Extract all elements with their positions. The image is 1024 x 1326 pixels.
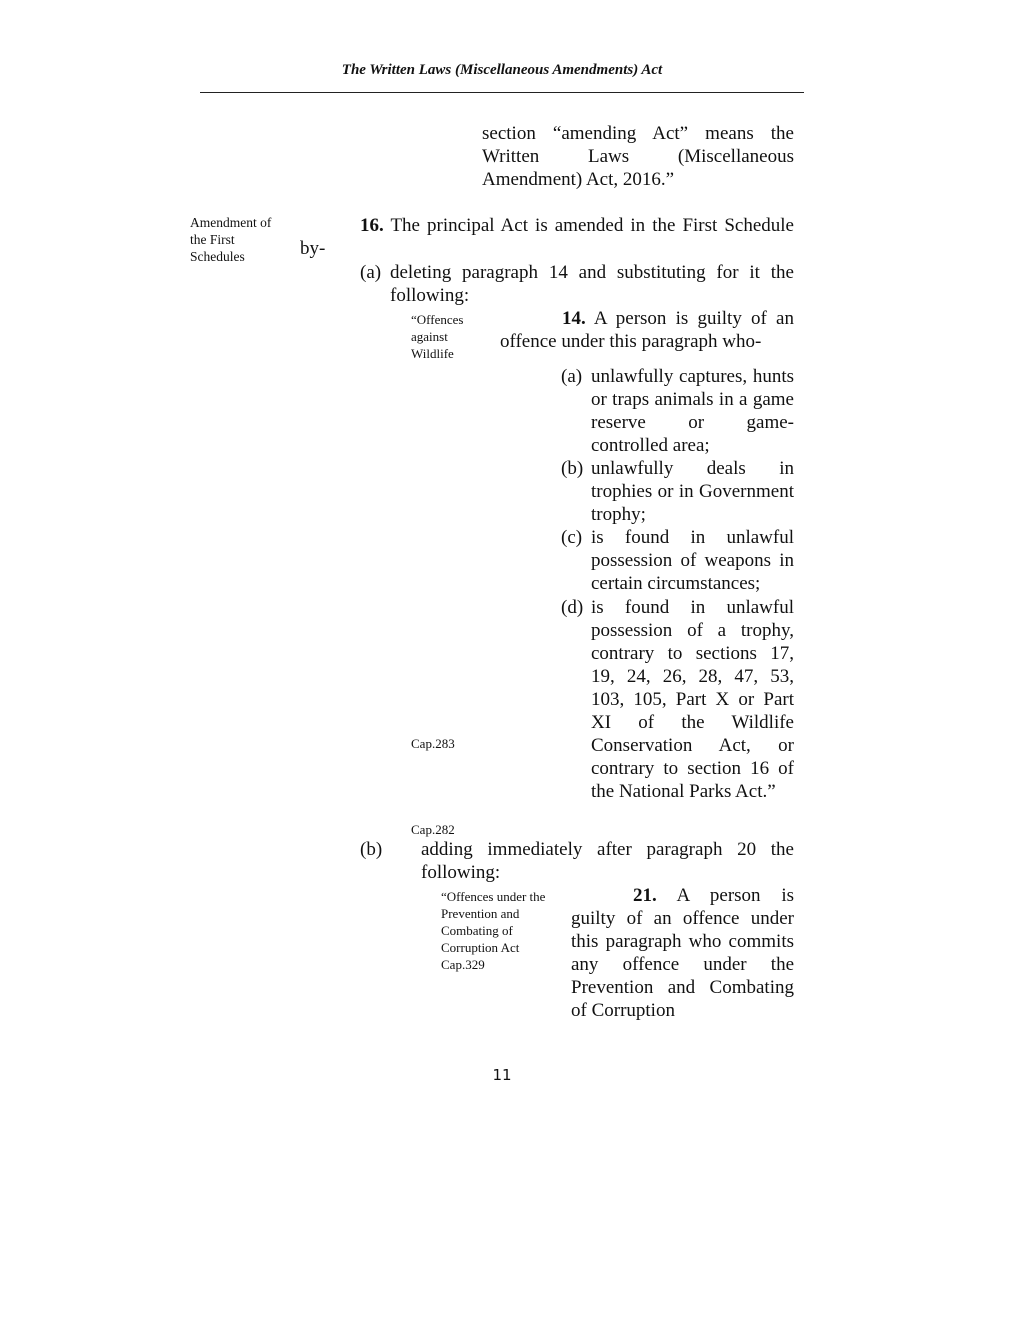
subitem-a-text: unlawfully captures, hunts or traps animals in a game reserve or game-controlled area; [591,366,794,456]
header-rule [200,92,804,93]
subitem-d-text: is found in unlawful possession of a trophy, contrary to sections 17, 19, 24, 26, 28, 47, 53, 103, 105, Part X or Part XI of the Wildlife Conservation Act, or contrary to section 16 of the National Parks Act.” [591,597,794,802]
subitem-d [561,596,794,804]
section-number: 16. [360,215,384,236]
item-b-text: adding immediately after paragraph 20 the following: [421,839,794,883]
paragraph-14 [500,307,794,353]
item-b-label: (b) [360,839,383,860]
paragraph-21-text: A person is guilty of an offence under this paragraph who commits any offence under the Prevention and Combating of Corruption [571,885,794,1021]
subitem-a [561,365,794,457]
paragraph-14-number: 14. [562,308,586,329]
subitem-d-label: (d) [561,597,584,618]
running-header-title: The Written Laws (Miscellaneous Amendments) Act [341,62,663,78]
subitem-c [561,526,794,595]
subitem-b [561,457,794,526]
paragraph-21 [571,884,794,1022]
subitem-c-text: is found in unlawful possession of weapons in certain circumstances; [591,527,794,594]
paragraph-21-number: 21. [633,885,657,906]
margin-note-cap-282: Cap.282 [411,822,455,837]
section-16-paragraph [300,214,794,260]
margin-note-amendment: Amendment of the First Schedules [190,215,272,264]
item-a-label: (a) [360,262,382,283]
subitem-a-label: (a) [561,366,583,387]
margin-note-cap-283: Cap.283 [411,736,455,751]
item-a [360,261,794,307]
margin-note-wildlife: “Offences against Wildlife [411,312,464,361]
item-a-text: deleting paragraph 14 and substituting for it the following: [390,262,794,306]
subitem-c-label: (c) [561,527,583,548]
page-number: 11 [492,1066,512,1084]
paragraph-14-text: A person is guilty of an offence under this paragraph who- [500,308,794,352]
margin-note-corruption: “Offences under the Prevention and Combating of Corruption Act Cap.329 [441,889,546,972]
subitem-b-text: unlawfully deals in trophies or in Government trophy; [591,458,794,525]
subitem-b-label: (b) [561,458,584,479]
intro-paragraph: section “amending Act” means the Written Laws (Miscellaneous Amendment) Act, 2016.” [482,123,794,190]
section-16-text: The principal Act is amended in the First Schedule by- [300,215,794,259]
